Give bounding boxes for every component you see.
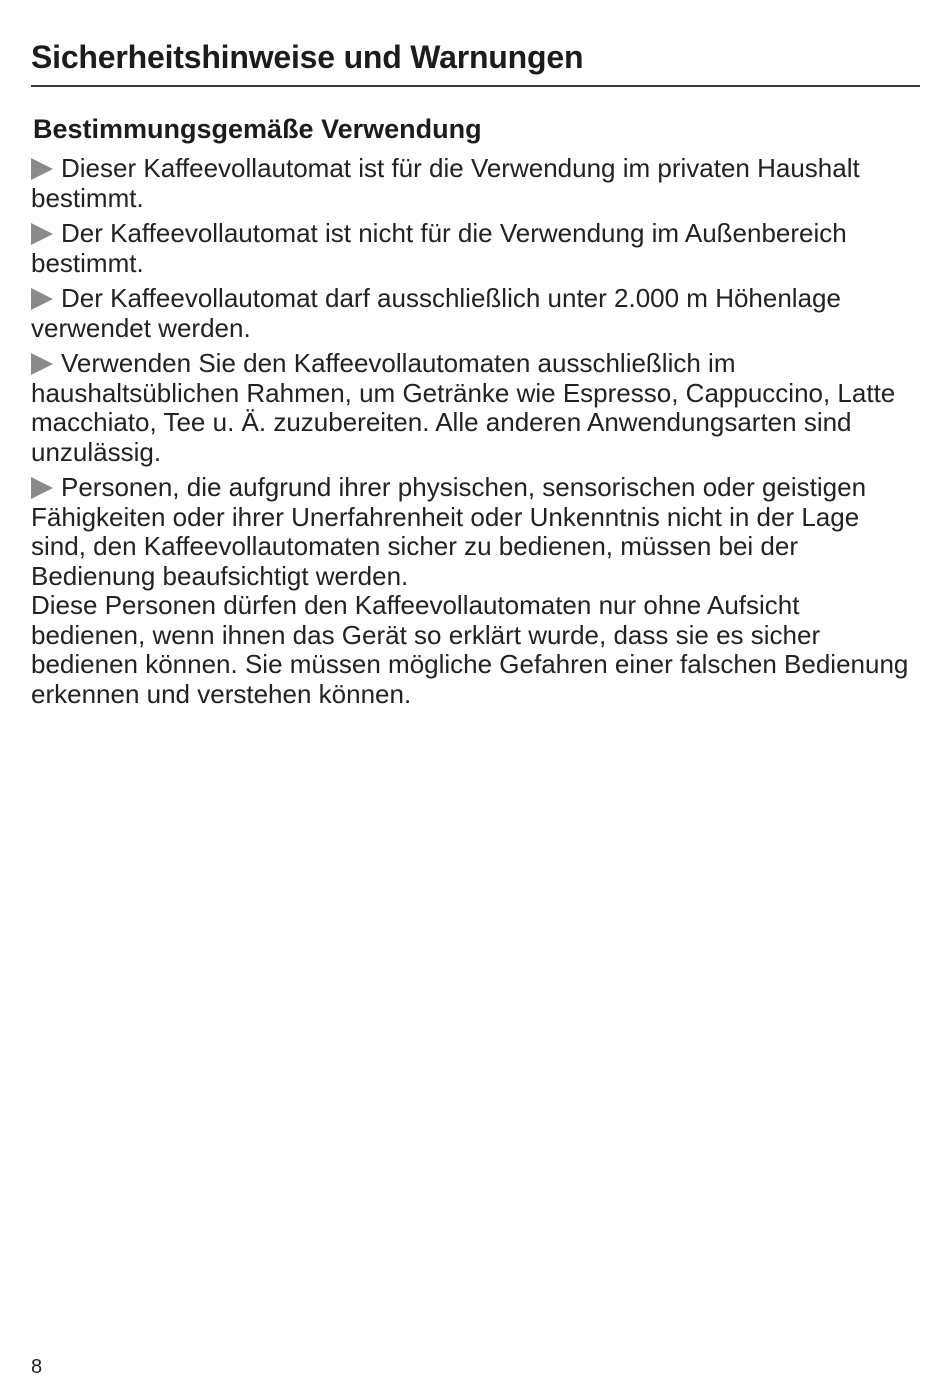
list-item [31, 154, 920, 213]
list-item [31, 219, 920, 278]
triangle-right-icon [31, 223, 53, 245]
list-item-text: Verwenden Sie den Kaffeevollautomaten ausschließlich im haushaltsüblichen Rahmen, um Getränke wie Espresso, Cappuccino, Latte macchiato, Tee u. Ä. zuzubereiten. Alle anderen Anwendungsarten sind unzulässig. [31, 348, 896, 467]
list-item-paragraph [31, 349, 920, 467]
list-item [31, 284, 920, 343]
section-intended-use [31, 112, 920, 715]
triangle-right-icon [31, 288, 53, 310]
list-item-text: Dieser Kaffeevollautomat ist für die Verwendung im privaten Haushalt bestimmt. [31, 153, 860, 213]
list-item [31, 349, 920, 467]
list-item-paragraph [31, 473, 920, 591]
page-number: 8 [31, 1356, 43, 1378]
list-item-paragraph [31, 284, 920, 343]
list-item-text: Personen, die aufgrund ihrer physischen, sensorischen oder geistigen Fähigkeiten oder ihrer Unerfahrenheit oder Unkenntnis nicht in der Lage sind, den Kaffeevollautomaten sicher zu bedienen, müssen bei der Bedienung beaufsichtigt werden. [31, 472, 867, 591]
list-item-paragraph [31, 154, 920, 213]
list-item-continuation: Diese Personen dürfen den Kaffeevollautomaten nur ohne Aufsicht bedienen, wenn ihnen das Gerät so erklärt wurde, dass sie es sicher bedienen können. Sie müssen mögliche Gefahren einer falschen Bedienung erkennen und verstehen können. [31, 590, 909, 709]
list-item-text: Der Kaffeevollautomat darf ausschließlich unter 2.000 m Höhenlage verwendet werden. [31, 283, 841, 343]
triangle-right-icon [31, 477, 53, 499]
page-header [31, 38, 920, 87]
list-item [31, 473, 920, 709]
list-item-text: Der Kaffeevollautomat ist nicht für die Verwendung im Außenbereich bestimmt. [31, 218, 847, 278]
bullet-list [31, 154, 920, 709]
list-item-paragraph [31, 219, 920, 278]
triangle-right-icon [31, 353, 53, 375]
triangle-right-icon [31, 158, 53, 180]
page-title: Sicherheitshinweise und Warnungen [31, 39, 584, 75]
section-title: Bestimmungsgemäße Verwendung [33, 114, 482, 144]
